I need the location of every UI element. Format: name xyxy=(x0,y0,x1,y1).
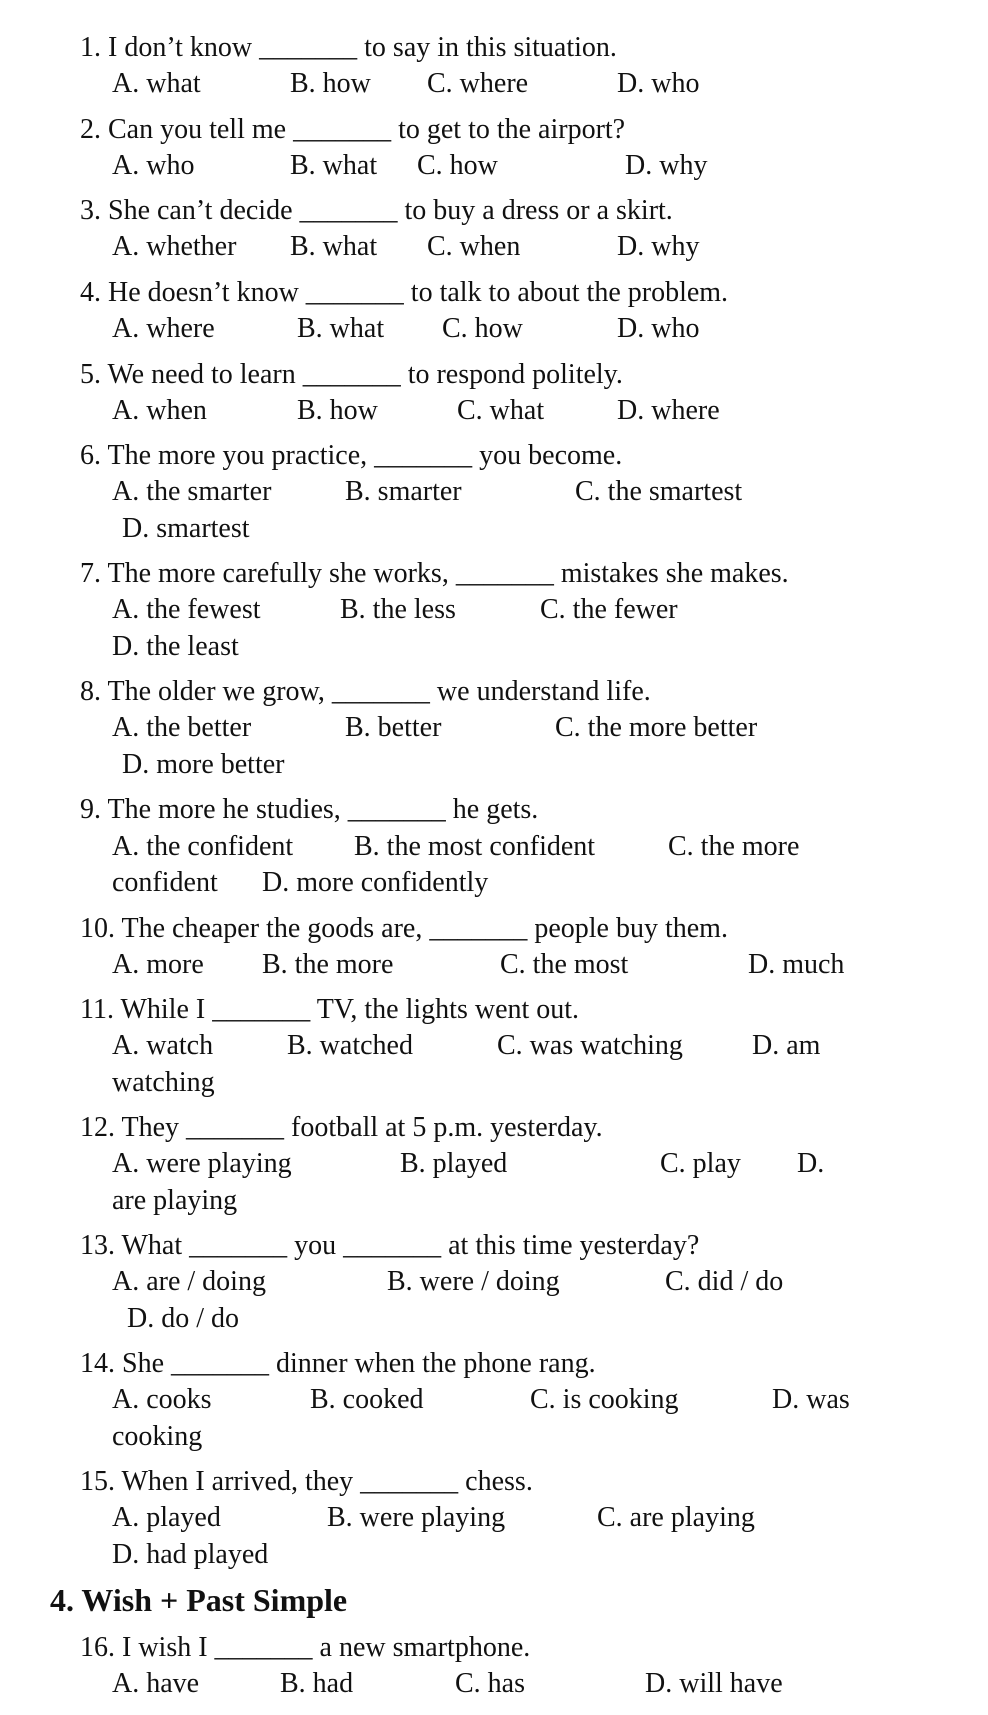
option-c[interactable]: C. the smartest xyxy=(575,476,743,507)
option-b[interactable]: B. what xyxy=(290,231,378,262)
option-b[interactable]: B. the most confident xyxy=(354,831,596,862)
option-c[interactable]: C. is cooking xyxy=(530,1384,679,1415)
option-d[interactable]: D. who xyxy=(617,313,700,344)
option-d-continued[interactable]: are playing xyxy=(112,1185,238,1216)
option-a[interactable]: A. the smarter xyxy=(112,476,272,507)
option-d[interactable]: D. smartest xyxy=(122,513,250,544)
option-a[interactable]: A. the fewest xyxy=(112,594,261,625)
option-c[interactable]: C. has xyxy=(455,1668,525,1699)
option-d[interactable]: D. do / do xyxy=(127,1303,239,1334)
option-d[interactable]: D. was xyxy=(772,1384,850,1415)
option-d[interactable]: D. why xyxy=(617,231,700,262)
option-d[interactable]: D. who xyxy=(617,68,700,99)
option-a[interactable]: A. watch xyxy=(112,1030,214,1061)
option-c[interactable]: C. what xyxy=(457,395,545,426)
option-d[interactable]: D. more confidently xyxy=(262,867,489,898)
option-a[interactable]: A. who xyxy=(112,150,195,181)
option-a[interactable]: A. have xyxy=(112,1668,200,1699)
option-a[interactable]: A. where xyxy=(112,313,215,344)
option-a[interactable]: A. were playing xyxy=(112,1148,292,1179)
option-a[interactable]: A. played xyxy=(112,1502,221,1533)
option-c[interactable]: C. when xyxy=(427,231,521,262)
option-d[interactable]: D. the least xyxy=(112,631,239,662)
option-a[interactable]: A. when xyxy=(112,395,207,426)
option-d[interactable]: D. more better xyxy=(122,749,285,780)
option-a[interactable]: A. cooks xyxy=(112,1384,212,1415)
option-d[interactable]: D. where xyxy=(617,395,720,426)
option-c[interactable]: C. was watching xyxy=(497,1030,683,1061)
option-c[interactable]: C. the more xyxy=(668,831,800,862)
option-b[interactable]: B. the more xyxy=(262,949,394,980)
option-b[interactable]: B. watched xyxy=(287,1030,413,1061)
option-d[interactable]: D. will have xyxy=(645,1668,783,1699)
option-c[interactable]: C. the most xyxy=(500,949,629,980)
option-b[interactable]: B. better xyxy=(345,712,442,743)
option-c[interactable]: C. how xyxy=(442,313,523,344)
option-b[interactable]: B. how xyxy=(290,68,371,99)
option-d[interactable]: D. xyxy=(797,1148,825,1179)
option-b[interactable]: B. played xyxy=(400,1148,508,1179)
option-c[interactable]: C. are playing xyxy=(597,1502,755,1533)
option-b[interactable]: B. were / doing xyxy=(387,1266,560,1297)
option-d[interactable]: D. much xyxy=(748,949,845,980)
option-a[interactable]: A. what xyxy=(112,68,201,99)
option-d[interactable]: D. had played xyxy=(112,1539,269,1570)
option-a[interactable]: A. more xyxy=(112,949,204,980)
option-b[interactable]: B. had xyxy=(280,1668,354,1699)
option-c[interactable]: C. play xyxy=(660,1148,741,1179)
option-b[interactable]: B. cooked xyxy=(310,1384,424,1415)
option-c[interactable]: C. the fewer xyxy=(540,594,678,625)
option-c-continued[interactable]: confident xyxy=(112,867,218,898)
option-b[interactable]: B. what xyxy=(297,313,385,344)
option-a[interactable]: A. whether xyxy=(112,231,237,262)
option-d-continued[interactable]: watching xyxy=(112,1067,215,1098)
option-d-continued[interactable]: cooking xyxy=(112,1421,203,1452)
option-b[interactable]: B. what xyxy=(290,150,378,181)
option-b[interactable]: B. the less xyxy=(340,594,456,625)
option-a[interactable]: A. the better xyxy=(112,712,252,743)
option-a[interactable]: A. are / doing xyxy=(112,1266,266,1297)
option-c[interactable]: C. how xyxy=(417,150,498,181)
option-d[interactable]: D. why xyxy=(625,150,708,181)
section-heading: 4. Wish + Past Simple xyxy=(50,1582,348,1618)
option-a[interactable]: A. the confident xyxy=(112,831,294,862)
option-d[interactable]: D. am xyxy=(752,1030,821,1061)
option-b[interactable]: B. were playing xyxy=(327,1502,506,1533)
option-c[interactable]: C. the more better xyxy=(555,712,758,743)
option-b[interactable]: B. how xyxy=(297,395,378,426)
option-b[interactable]: B. smarter xyxy=(345,476,462,507)
option-c[interactable]: C. did / do xyxy=(665,1266,784,1297)
option-c[interactable]: C. where xyxy=(427,68,529,99)
